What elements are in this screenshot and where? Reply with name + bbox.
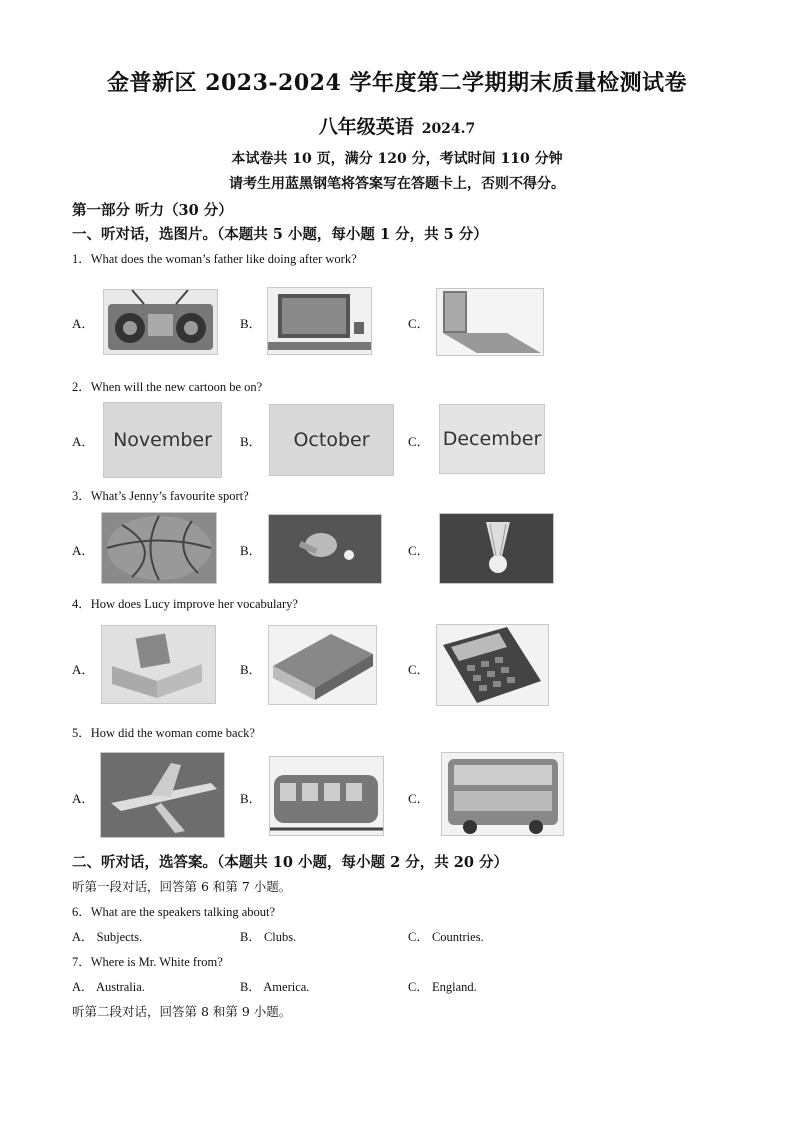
question-7: 7．Where is Mr. White from? — [72, 955, 223, 969]
bus-icon — [441, 752, 564, 836]
television-icon — [267, 287, 372, 355]
question-3: 3．What’s Jenny’s favourite sport? — [72, 489, 249, 503]
exam-date: 2024.7 — [421, 121, 476, 137]
q3-option-a-label: A． — [72, 543, 95, 558]
dictionary-icon — [268, 625, 377, 705]
q3-option-c-label: C． — [408, 543, 430, 558]
section-one-heading: 一、听对话，选图片。（本题共 5 小题，每小题 1 分，共 5 分） — [72, 226, 488, 243]
dialogue-2-intro: 听第二段对话，回答第 8 和第 9 小题。 — [72, 1004, 292, 1019]
basketball-icon — [101, 512, 217, 584]
ping-pong-icon — [268, 514, 382, 584]
q6-option-a: A． Subjects. — [72, 930, 143, 944]
month-october-card: October — [269, 404, 394, 476]
q4-option-b-label: B． — [240, 662, 262, 677]
radio-icon — [103, 289, 218, 355]
laptop-icon — [436, 288, 544, 356]
magazine-icon — [101, 625, 216, 704]
q7-option-a: A． Australia. — [72, 980, 145, 994]
q2-option-a-label: A． — [72, 434, 95, 449]
q5-option-c-label: C． — [408, 791, 430, 806]
question-2: 2．When will the new cartoon be on? — [72, 380, 263, 394]
exam-info-line-2: 请考生用蓝黑钢笔将答案写在答题卡上，否则不得分。 — [229, 176, 565, 192]
exam-title: 金普新区 2023-2024 学年度第二学期期末质量检测试卷 — [107, 70, 687, 96]
airplane-icon — [100, 752, 225, 838]
train-icon — [269, 756, 384, 836]
q4-option-c-label: C． — [408, 662, 430, 677]
q4-option-a-label: A． — [72, 662, 95, 677]
exam-info-line-1: 本试卷共 10 页，满分 120 分，考试时间 110 分钟 — [231, 151, 563, 167]
calculator-icon — [436, 624, 549, 706]
dialogue-1-intro: 听第一段对话，回答第 6 和第 7 小题。 — [72, 879, 292, 894]
month-december-card: December — [439, 404, 545, 474]
q2-option-b-label: B． — [240, 434, 262, 449]
question-6: 6．What are the speakers talking about? — [72, 905, 276, 919]
question-4: 4．How does Lucy improve her vocabulary? — [72, 597, 298, 611]
q1-option-a-label: A． — [72, 316, 95, 331]
exam-subtitle — [0, 112, 794, 139]
subject-label: 八年级英语 — [318, 116, 414, 138]
q6-option-c: C． Countries. — [408, 930, 484, 944]
q2-option-c-label: C． — [408, 434, 430, 449]
q7-option-b: B． America. — [240, 980, 310, 994]
question-1: 1．What does the woman’s father like doing after work? — [72, 252, 357, 266]
question-5: 5．How did the woman come back? — [72, 726, 255, 740]
part-one-heading: 第一部分 听力（30 分） — [72, 202, 233, 219]
q7-option-c: C． England. — [408, 980, 477, 994]
month-november-card: November — [103, 402, 222, 478]
section-two-heading: 二、听对话，选答案。（本题共 10 小题，每小题 2 分，共 20 分） — [72, 854, 508, 871]
q5-option-b-label: B． — [240, 791, 262, 806]
q5-option-a-label: A． — [72, 791, 95, 806]
q3-option-b-label: B． — [240, 543, 262, 558]
badminton-icon — [439, 513, 554, 584]
q1-option-c-label: C． — [408, 316, 430, 331]
q6-option-b: B． Clubs. — [240, 930, 297, 944]
q1-option-b-label: B． — [240, 316, 262, 331]
